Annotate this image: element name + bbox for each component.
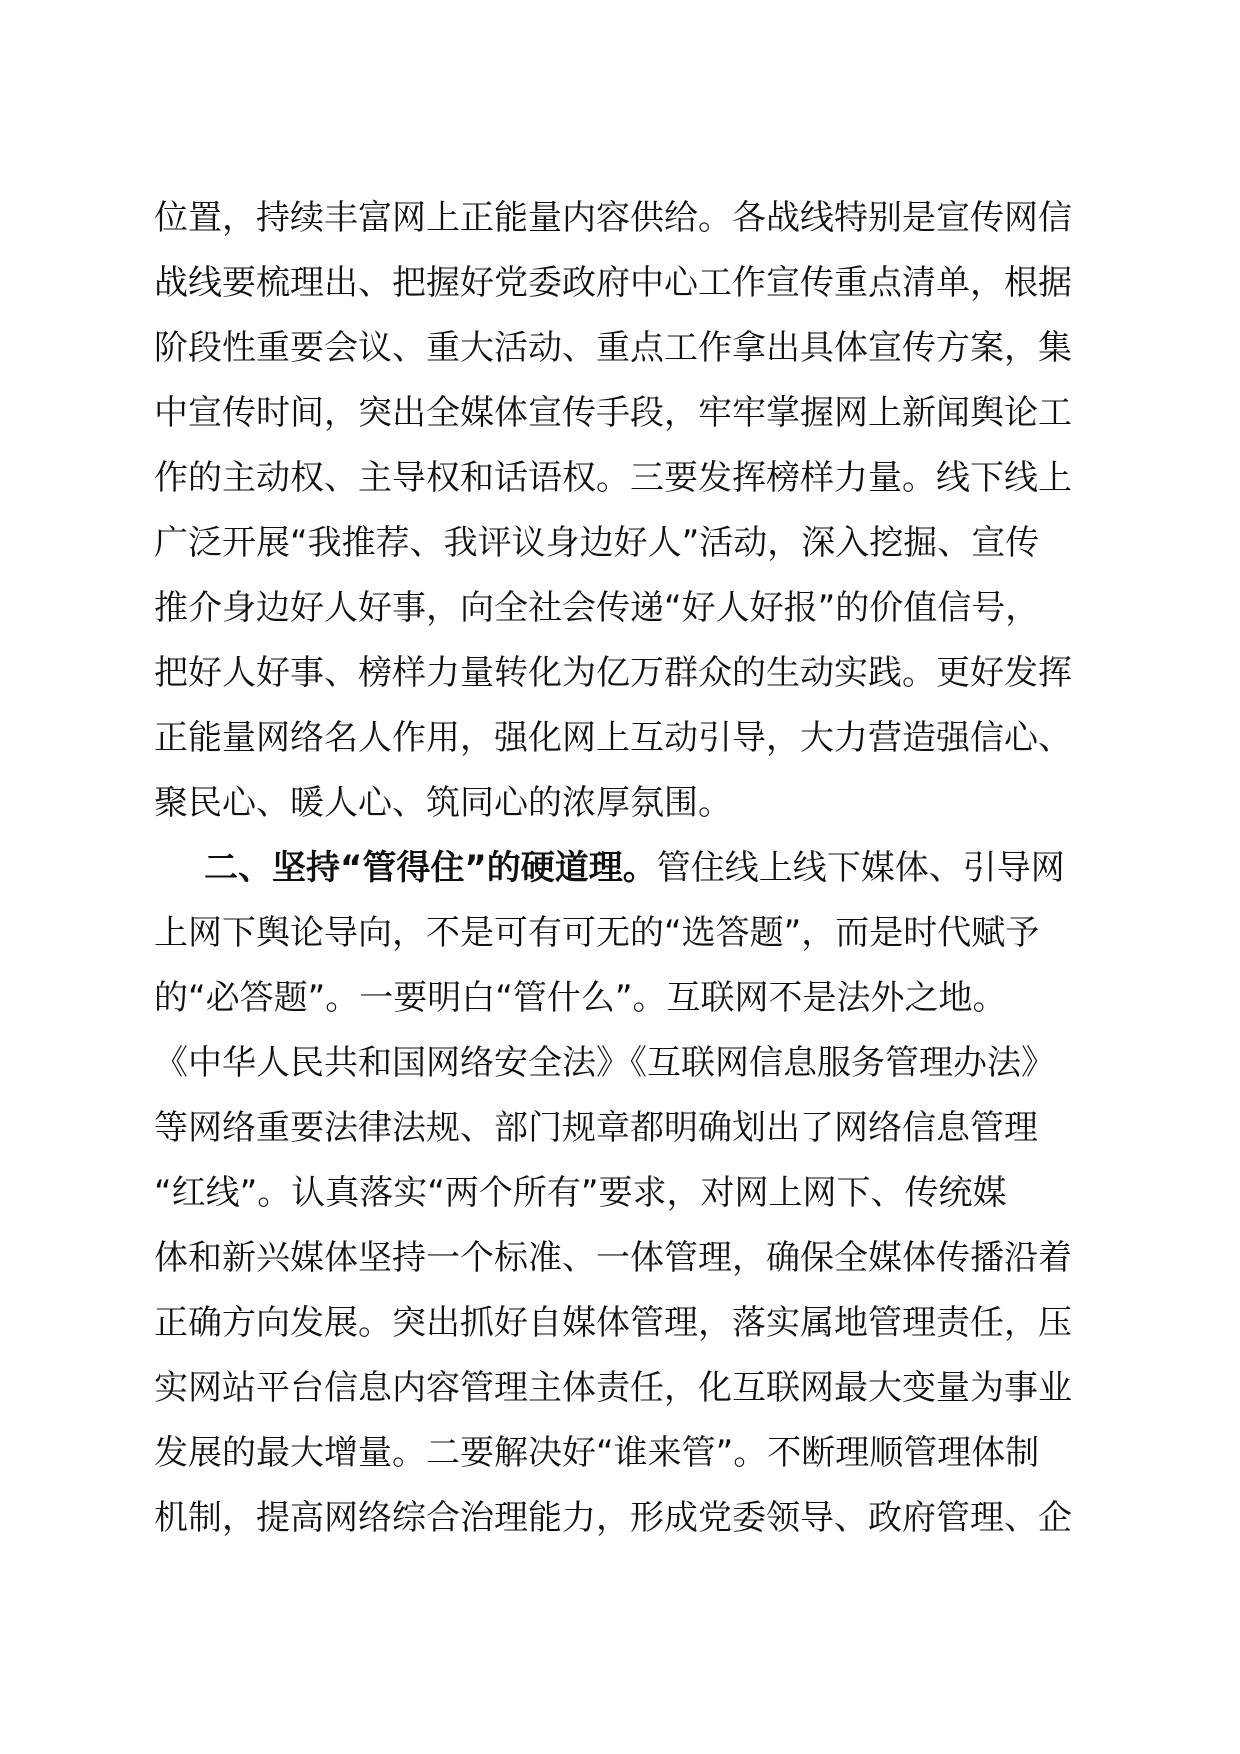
heading-continuation: 管住线上线下媒体、引导网	[656, 848, 1065, 888]
text-line: 把好人好事、榜样力量转化为亿万群众的生动实践。更好发挥	[154, 653, 1072, 693]
text-line: 推介身边好人好事，向全社会传递“好人好报”的价值信号，	[154, 588, 1040, 628]
text-line: 作的主动权、主导权和话语权。三要发挥榜样力量。线下线上	[154, 458, 1072, 498]
body-text	[154, 186, 1084, 1551]
text-line: 正能量网络名人作用，强化网上互动引导，大力营造强信心、	[154, 718, 1072, 758]
text-line: 位置，持续丰富网上正能量内容供给。各战线特别是宣传网信	[154, 198, 1072, 238]
text-line: 实网站平台信息内容管理主体责任，化互联网最大变量为事业	[154, 1368, 1072, 1408]
text-line: 的“必答题”。一要明白“管什么”。互联网不是法外之地。	[154, 978, 1007, 1018]
text-line: 机制，提高网络综合治理能力，形成党委领导、政府管理、企	[154, 1498, 1072, 1538]
text-line: 体和新兴媒体坚持一个标准、一体管理，确保全媒体传播沿着	[154, 1238, 1072, 1278]
text-line: 中宣传时间，突出全媒体宣传手段，牢牢掌握网上新闻舆论工	[154, 393, 1072, 433]
text-line: 等网络重要法律法规、部门规章都明确划出了网络信息管理	[154, 1108, 1038, 1148]
text-line: 《中华人民共和国网络安全法》《互联网信息服务管理办法》	[154, 1043, 1055, 1083]
text-line: 广泛开展“我推荐、我评议身边好人”活动，深入挖掘、宣传	[154, 523, 1040, 563]
text-line: 发展的最大增量。二要解决好“谁来管”。不断理顺管理体制	[154, 1433, 1040, 1473]
text-line: 上网下舆论导向，不是可有可无的“选答题”，而是时代赋予	[154, 913, 1040, 953]
text-line: “红线”。认真落实“两个所有”要求，对网上网下、传统媒	[154, 1173, 1007, 1213]
text-line: 战线要梳理出、把握好党委政府中心工作宣传重点清单，根据	[154, 263, 1072, 303]
section-heading-line	[154, 836, 1084, 901]
text-line: 聚民心、暖人心、筑同心的浓厚氛围。	[154, 783, 732, 823]
text-line: 正确方向发展。突出抓好自媒体管理，落实属地管理责任，压	[154, 1303, 1072, 1343]
text-line: 阶段性重要会议、重大活动、重点工作拿出具体宣传方案，集	[154, 328, 1072, 368]
section-heading: 二、坚持“管得住”的硬道理。	[204, 848, 657, 888]
